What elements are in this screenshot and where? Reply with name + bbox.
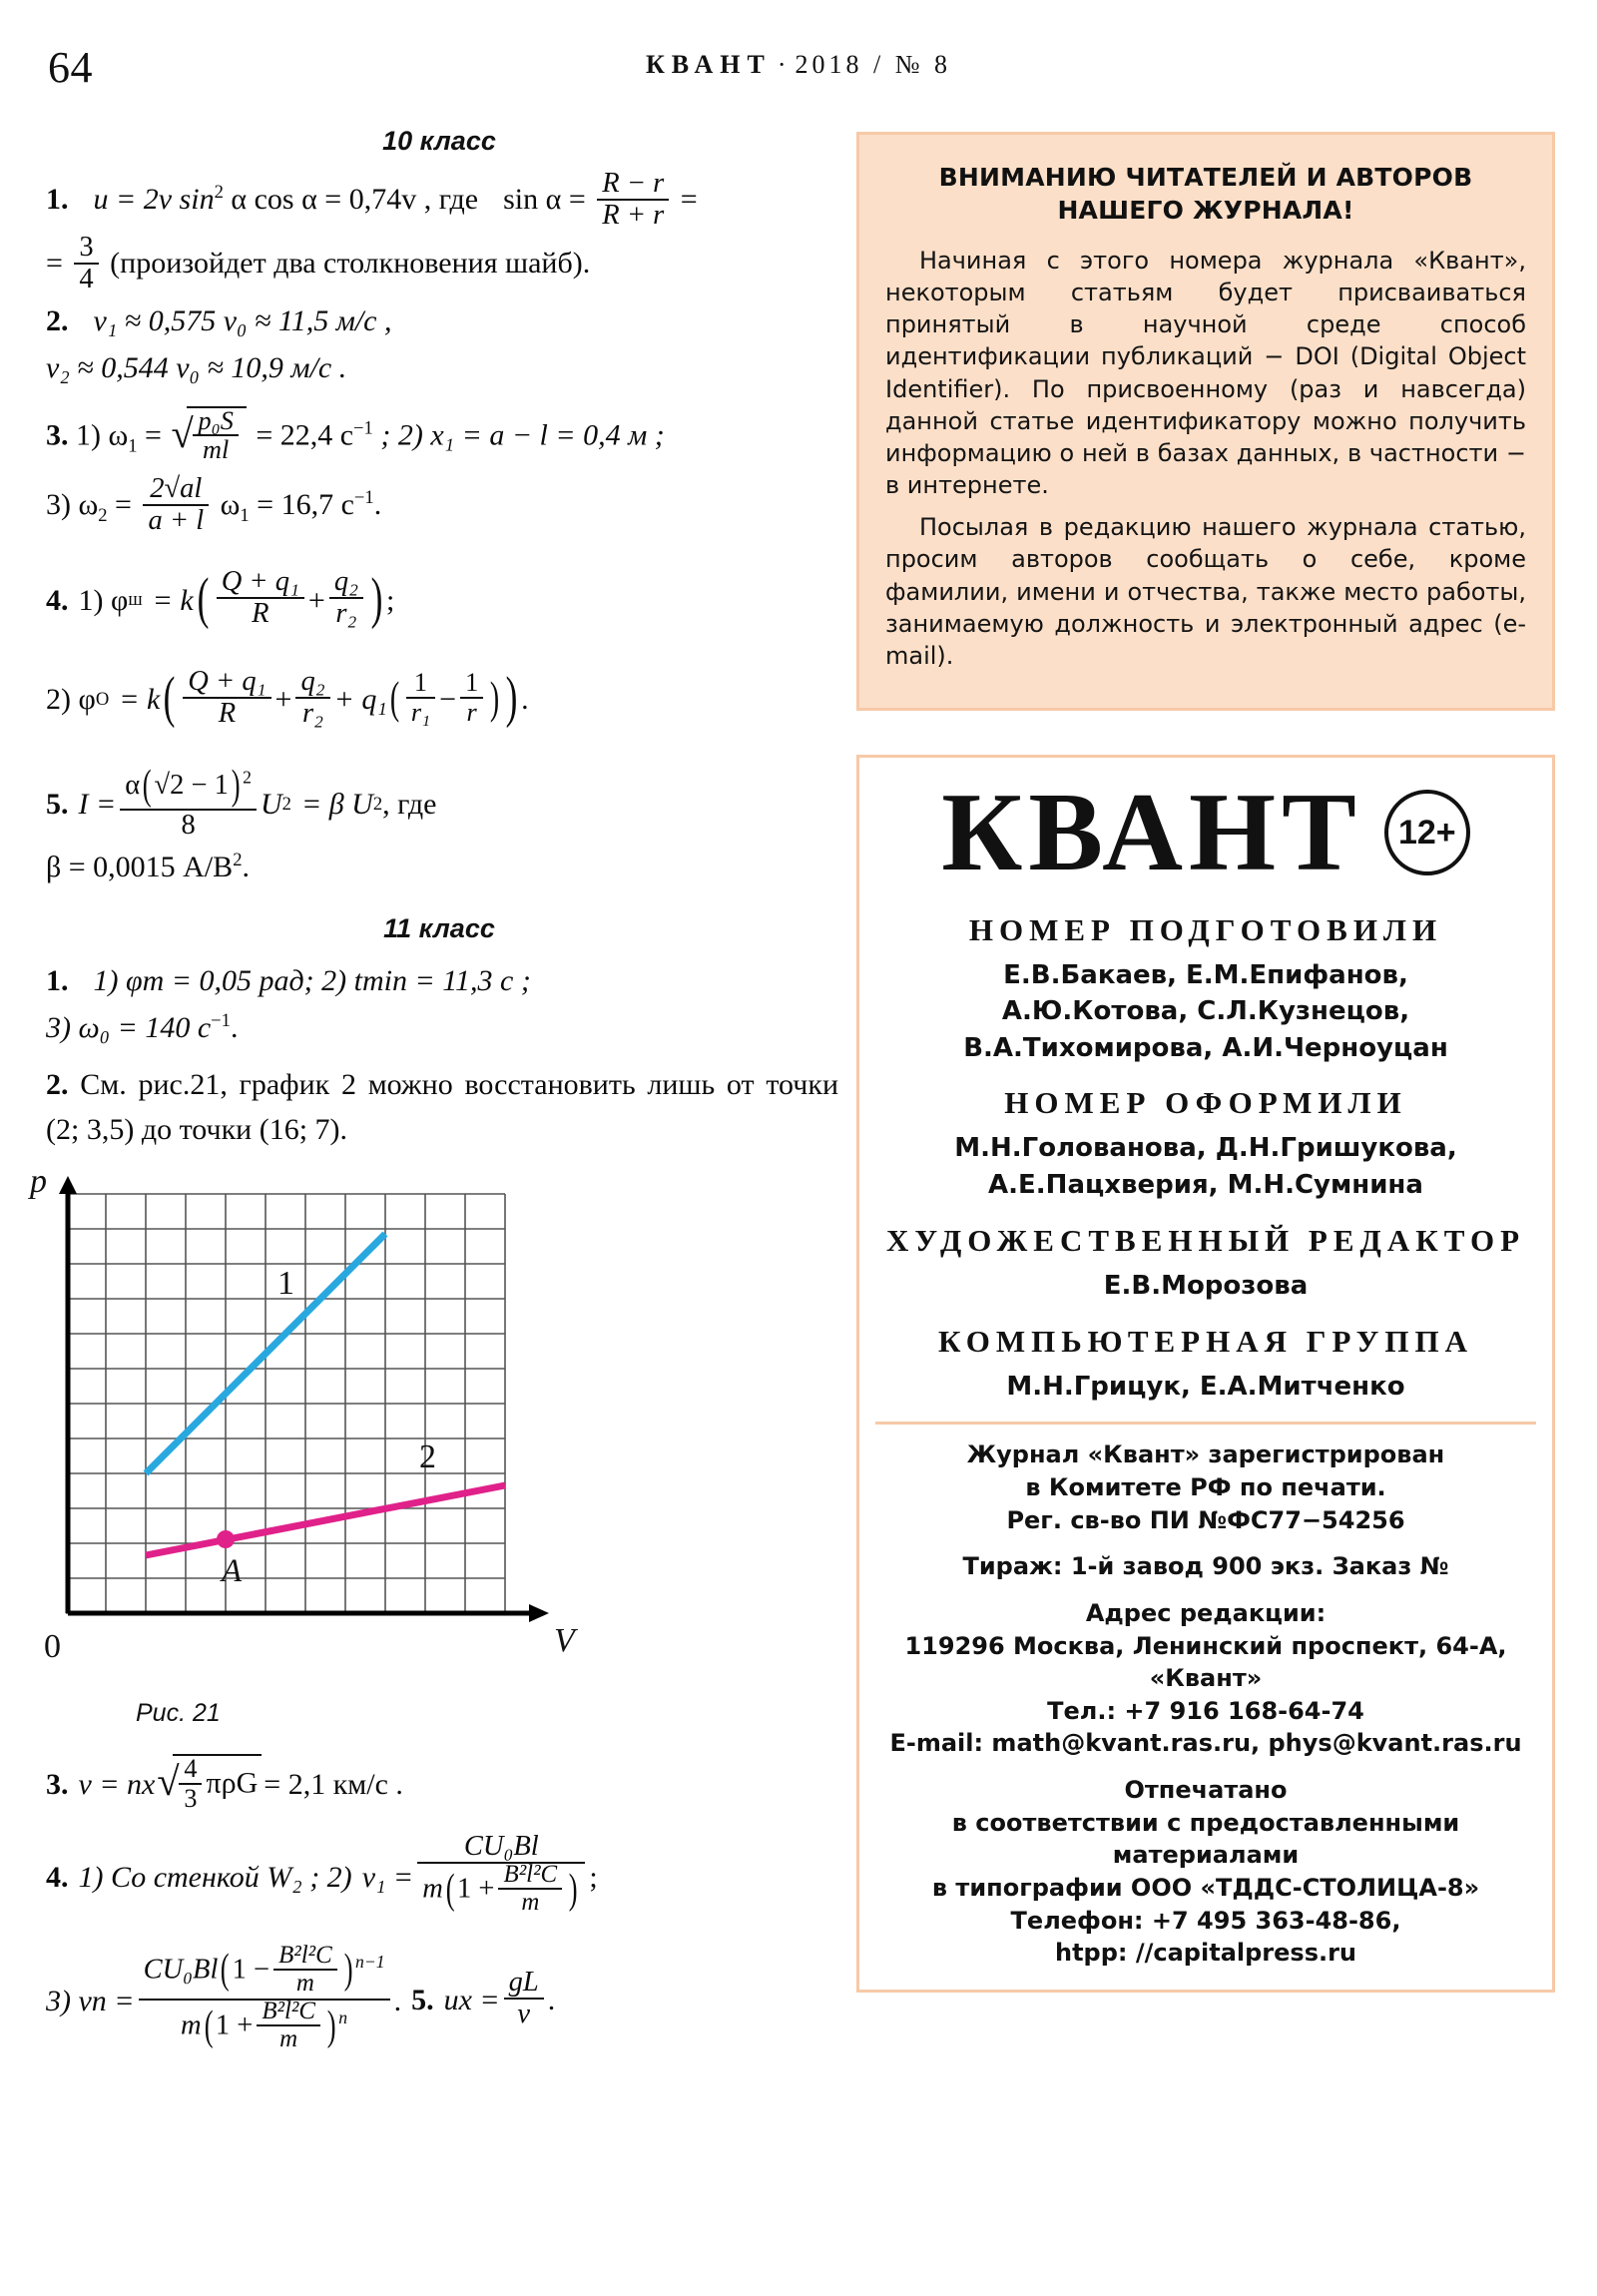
fraction-numerator: 1 — [465, 668, 479, 698]
answer-item-10-3-part3 — [40, 472, 838, 538]
paren-open: ( — [197, 566, 210, 630]
imprint-url-line[interactable]: htpp: //capitalpress.ru — [1054, 1939, 1357, 1968]
paren-close: ) — [505, 666, 518, 730]
running-head — [0, 50, 1597, 80]
credits-heading-designed: НОМЕР ОФОРМИЛИ — [1004, 1085, 1407, 1121]
answer-item-10-4 — [40, 558, 394, 644]
fraction-denominator: 4 — [74, 263, 98, 294]
fraction-denominator — [139, 1999, 390, 2054]
U-symbol: U — [260, 788, 282, 822]
answer-item-10-1 — [40, 168, 838, 233]
exponent-2: 2 — [281, 794, 291, 816]
imprint-line: «Квант» — [1149, 1664, 1263, 1693]
answer-item-10-4-part2 — [40, 657, 529, 743]
fraction-q2-over-r2 — [329, 567, 363, 629]
subscript-1: 1 — [240, 504, 250, 526]
imprint-address — [875, 1597, 1536, 1760]
fraction-alpha-sqrt2-minus-1-squared-over-8 — [120, 761, 257, 842]
fraction-denominator: 8 — [120, 809, 257, 841]
page-number: 64 — [48, 43, 93, 92]
divider — [875, 1422, 1536, 1425]
subscript-1: 1 — [128, 435, 138, 457]
period: . — [521, 683, 529, 717]
fraction-three-quarters — [74, 233, 98, 294]
imprint-registration — [875, 1438, 1536, 1536]
omega-symbol: ω — [220, 487, 241, 521]
equals-sign-2: = — [46, 246, 63, 280]
fraction-numerator: B²l²C — [503, 1861, 558, 1889]
formula-11-3-lead: v = nx — [78, 1767, 156, 1801]
period: . — [242, 851, 250, 884]
paren-close: ) — [343, 1946, 353, 1994]
fraction-Q-plus-q1-over-R — [217, 567, 304, 629]
fraction-1-over-r — [460, 669, 483, 726]
answer-item-10-2-cont — [40, 345, 838, 390]
formula-10-2-line2: v₂ ≈ 0,544 v₀ ≈ 10,9 м/с . — [46, 350, 347, 384]
notice-title-line2: НАШЕГО ЖУРНАЛА! — [1057, 196, 1354, 225]
figure-caption: Рис. 21 — [136, 1699, 221, 1728]
fraction-denominator: v — [504, 1998, 544, 2029]
paren-open: ( — [221, 1946, 230, 1994]
point-A-label: A — [222, 1553, 243, 1590]
imprint-line: Телефон: +7 495 363-48-86, — [1010, 1906, 1401, 1935]
fraction-numerator: gL — [508, 1966, 539, 1998]
formula-10-5-lead: I = — [78, 788, 117, 822]
fraction-denominator: R — [217, 597, 304, 629]
paren-open: ( — [142, 761, 152, 809]
grade-11-heading: 11 класс — [383, 913, 495, 944]
formula-10-1a: u = 2v sin — [93, 182, 215, 216]
notice-title-line1: ВНИМАНИЮ ЧИТАТЕЛЕЙ И АВТОРОВ — [938, 163, 1473, 192]
formula-10-3-p3-value: = 16,7 с — [257, 487, 354, 521]
fraction-numerator: CU₀Bl — [463, 1831, 539, 1863]
formula-11-1-line2: 3) ω₀ = 140 с — [46, 1011, 212, 1045]
fraction-vn-expression — [139, 1941, 390, 2055]
equals-sign: = — [680, 182, 698, 216]
answer-item-11-2 — [40, 1062, 838, 1152]
exponent-2: 2 — [233, 850, 243, 871]
fraction-denominator: r₁ — [406, 697, 435, 727]
y-axis-label: p — [30, 1163, 47, 1201]
fraction-numerator: q₂ — [333, 566, 359, 598]
fraction-denominator — [417, 1862, 585, 1918]
fraction-numerator: Q + q₁ — [188, 665, 266, 697]
exponent-minus-1: −1 — [353, 417, 373, 439]
period: . — [547, 1984, 556, 2017]
item-number: 2. — [46, 303, 69, 337]
exponent-2: 2 — [243, 767, 252, 788]
imprint-line: в типографии ООО «ТДДС-СТОЛИЦА-8» — [931, 1873, 1480, 1902]
imprint-line: 119296 Москва, Ленинский проспект, 64-А, — [904, 1631, 1507, 1660]
sqrt-2: √2 — [154, 769, 185, 801]
formula-11-3-value: = 2,1 км/с . — [264, 1767, 403, 1801]
fraction-2sqrt-al-over-a-plus-l — [143, 474, 209, 536]
fraction-R-minus-r — [597, 169, 669, 231]
equals-k: = k — [152, 583, 194, 617]
minus-sign: − — [439, 683, 457, 717]
square-root-4-3-pi-rho-G — [157, 1754, 262, 1814]
item-number: 1. — [46, 182, 69, 216]
imprint-line: Тираж: 1-й завод 900 экз. Заказ № — [962, 1552, 1449, 1581]
plus-sign: + — [274, 683, 292, 717]
formula-10-1-where: , где — [423, 182, 479, 216]
m-symbol: m — [181, 2009, 202, 2041]
fraction-Q-plus-q1-over-R — [183, 667, 270, 729]
formula-10-3-part2: ; 2) x₁ = a − l = 0,4 м ; — [380, 418, 665, 452]
formula-10-4-lead: 1) φ — [78, 583, 129, 617]
minus-one: − 1 — [191, 769, 229, 801]
imprint-line: в соответствии с предоставленными — [951, 1808, 1460, 1837]
subscript-sh: ш — [128, 589, 143, 611]
semicolon: ; — [589, 1860, 598, 1894]
paren-open: ( — [204, 2002, 214, 2049]
answer-item-11-4-part3 — [40, 1941, 402, 2057]
fraction-denominator: r₂ — [329, 597, 363, 629]
journal-name: КВАНТ — [645, 50, 772, 79]
item-number: 2. — [46, 1068, 69, 1102]
notice-paragraph-1: Начиная с этого номера журнала «Квант», некоторым статьям будет присваиваться принятый в научной среде способ идентификации публикаций − DOI (Digital Object Identifier). По присвоенному (раз и навсегда) данной статье идентификатору можно получить информацию о ней в базах данных, в частности − в интернете. — [885, 247, 1526, 500]
equals-k: = k — [119, 683, 161, 717]
fraction-numerator — [120, 761, 257, 810]
credits-name-line: Е.В.Бакаев, Е.М.Епифанов, — [1003, 959, 1408, 990]
exponent-minus-1: −1 — [353, 486, 374, 508]
credits-heading-prepared: НОМЕР ПОДГОТОВИЛИ — [968, 911, 1443, 947]
notice-title — [885, 161, 1526, 227]
credits-heading-art-editor: ХУДОЖЕСТВЕННЫЙ РЕДАКТОР — [885, 1222, 1526, 1258]
beta-value: β = 0,0015 А/В — [46, 851, 234, 884]
imprint-line: Тел.: +7 916 168-64-74 — [1047, 1696, 1364, 1725]
credits-name-line: А.Е.Пацхверия, М.Н.Сумнина — [988, 1170, 1423, 1201]
formula-10-3-p3-lead: 3) ω — [46, 487, 99, 521]
fraction-denominator: ml — [193, 434, 238, 464]
subscript-2: 2 — [98, 504, 108, 526]
item-number: 1. — [46, 964, 69, 998]
fraction-denominator: R — [183, 697, 270, 729]
exponent-n-minus-1: n−1 — [355, 1951, 385, 1972]
answer-item-10-1-cont — [40, 231, 838, 296]
fraction-denominator: r₂ — [295, 697, 329, 729]
fraction-numerator: R − r — [602, 168, 665, 199]
grade-10-heading: 10 класс — [382, 126, 496, 156]
fraction-numerator: 3 — [79, 231, 94, 263]
fraction-numerator: Q + q₁ — [221, 566, 299, 598]
credits-name-line: А.Ю.Котова, С.Л.Кузнецов, — [1001, 996, 1410, 1027]
fraction-1-over-r1 — [406, 669, 435, 726]
masthead-logo-row — [875, 771, 1536, 895]
imprint-block — [875, 1438, 1536, 1969]
item-number: 5. — [411, 1984, 434, 2017]
imprint-print-run — [875, 1550, 1536, 1583]
one-minus: 1 − — [232, 1954, 270, 1986]
period: . — [393, 1985, 402, 2018]
formula-11-2-text: См. рис.21, график 2 можно восстановить лишь от точки (2; 3,5) до точки (16; 7). — [46, 1068, 839, 1147]
curve-1-label: 1 — [277, 1265, 294, 1303]
issue-label: 2018 / № 8 — [795, 50, 952, 79]
curve-2 — [146, 1485, 505, 1555]
imprint-line: в Комитете РФ по печати. — [1025, 1473, 1386, 1501]
fraction-numerator — [139, 1941, 390, 1999]
paren-close: ) — [568, 1866, 578, 1914]
fraction-v1-expression — [417, 1832, 585, 1918]
plus-sign: + — [307, 583, 325, 617]
point-A-marker — [217, 1530, 235, 1548]
answer-item-10-5 — [40, 761, 437, 844]
formula-11-5-lead: ux = — [443, 1984, 500, 2017]
imprint-line: Адрес редакции: — [1085, 1598, 1327, 1627]
formula-10-1-tail: (произойдет два столкновения шайб). — [110, 246, 591, 280]
answer-item-11-4 — [40, 1831, 598, 1920]
paren-open: ( — [445, 1866, 455, 1914]
age-rating-badge: 12+ — [1384, 790, 1470, 875]
fraction-denominator: m — [257, 2024, 320, 2052]
origin-label: 0 — [44, 1628, 61, 1666]
credits-name-line: М.Н.Голованова, Д.Н.Гришукова, — [954, 1133, 1457, 1164]
fraction-B2l2C-over-m — [498, 1862, 562, 1916]
formula-10-1-sin: sin α = — [503, 182, 586, 216]
answer-item-10-2 — [40, 298, 838, 343]
fraction-q2-over-r2 — [295, 667, 329, 729]
fraction-numerator: B²l²C — [278, 1941, 332, 1969]
period: . — [373, 487, 382, 521]
square-root-p0S-ml — [171, 406, 246, 466]
answer-item-10-3 — [40, 406, 838, 466]
imprint-line: материалами — [1112, 1841, 1300, 1870]
masthead-box — [856, 755, 1555, 1993]
credits-name-line: В.А.Тихомирова, А.И.Черноуцан — [963, 1032, 1448, 1063]
fraction-denominator: r — [460, 697, 483, 727]
fraction-numerator: 2√al — [150, 472, 203, 504]
formula-10-3-lead: 1) ω — [76, 418, 129, 452]
item-number: 4. — [46, 583, 69, 617]
fraction-denominator: m — [273, 1969, 337, 1997]
answer-item-10-5-cont — [40, 845, 838, 889]
formula-11-1-line1: 1) φm = 0,05 рад; 2) tmin = 11,3 с ; — [93, 964, 531, 998]
equals-sign: = — [115, 487, 132, 521]
imprint-line: Журнал «Квант» зарегистрирован — [966, 1440, 1445, 1469]
formula-11-4-p2-lead: v₁ = — [361, 1860, 414, 1894]
fraction-gL-over-v — [504, 1968, 544, 2029]
fraction-numerator: q₂ — [300, 665, 325, 697]
credits-name-line: Е.В.Морозова — [1103, 1271, 1309, 1302]
imprint-line: Отпечатано — [1124, 1776, 1288, 1804]
equals-beta-U: = β U — [300, 788, 373, 822]
answer-item-11-5 — [405, 1966, 556, 2031]
fraction-numerator: √ 4 — [184, 1754, 198, 1784]
fraction-B2l2C-over-m — [257, 1999, 320, 2052]
subscript-O: O — [95, 688, 110, 710]
imprint-printing-house — [875, 1774, 1536, 1970]
equals-sign: = — [145, 418, 162, 452]
semicolon: ; — [386, 583, 395, 617]
kvant-logo: КВАНТ — [941, 771, 1362, 895]
x-axis-label: V — [554, 1622, 575, 1660]
paren-close-inner: ) — [490, 673, 500, 724]
answers-column — [30, 120, 839, 2058]
where-label: , где — [382, 788, 437, 822]
one-plus: 1 + — [457, 1874, 495, 1905]
credits-name-line: М.Н.Грицук, Е.А.Митченко — [1006, 1371, 1405, 1402]
grid-lines — [66, 1194, 505, 1613]
sidebar-column — [856, 132, 1555, 1993]
formula-10-3-value: = 22,4 с — [256, 418, 354, 452]
paren-open: ( — [163, 666, 176, 730]
exponent-n: n — [338, 2008, 348, 2028]
one-plus: 1 + — [215, 2009, 254, 2041]
paren-close: ) — [326, 2002, 336, 2049]
curve-2-label: 2 — [419, 1438, 436, 1476]
pi-rho-G: πρG — [206, 1766, 259, 1800]
imprint-email-line[interactable]: E-mail: math@kvant.ras.ru, phys@kvant.ras.ru — [889, 1729, 1522, 1758]
notice-paragraph-2: Посылая в редакцию нашего журнала статью, просим авторов сообщать о себе, кроме фамилии, имени и отчества, также место работы, занимаемую должность и электронный адрес (e-mail). — [885, 513, 1526, 670]
fraction-p0S-over-ml — [193, 407, 238, 464]
answer-item-11-3 — [40, 1754, 403, 1814]
answer-item-11-1-cont — [40, 1005, 838, 1050]
fraction-numerator: √ p₀S — [198, 405, 234, 435]
paren-open-inner: ( — [389, 673, 399, 724]
item-number: 3. — [46, 1767, 69, 1801]
item-number: 4. — [46, 1860, 69, 1894]
CU0Bl: CU₀Bl — [143, 1954, 219, 1986]
imprint-line: Рег. св-во ПИ №ФС77−54256 — [1006, 1505, 1405, 1534]
exponent-minus-1: −1 — [211, 1010, 231, 1032]
item-number: 3. — [46, 418, 69, 452]
paren-close: ) — [370, 566, 383, 630]
fraction-denominator: 3 — [179, 1783, 202, 1813]
figure-21 — [30, 1163, 705, 1693]
paren-close: ) — [231, 761, 241, 809]
formula-10-1b: α cos α = 0,74v — [231, 182, 417, 216]
formula-10-4-p2-lead: 2) φ — [46, 683, 96, 717]
running-head-separator: · — [777, 50, 790, 79]
answer-item-11-1 — [40, 958, 838, 1003]
plus-q1: + q₁ — [333, 683, 387, 717]
fraction-denominator: a + l — [143, 504, 209, 536]
m-symbol: m — [422, 1874, 443, 1905]
fraction-denominator: m — [498, 1888, 562, 1916]
alpha-symbol: α — [125, 769, 141, 801]
notice-box — [856, 132, 1555, 711]
fraction-numerator: 1 — [413, 668, 428, 698]
formula-11-4-part1: 1) Со стенкой W₂ ; 2) — [78, 1860, 352, 1894]
fraction-4-over-3 — [179, 1755, 202, 1812]
period: . — [230, 1011, 239, 1045]
fraction-numerator: B²l²C — [262, 1997, 315, 2024]
pv-diagram-svg — [30, 1163, 705, 1693]
exponent-2: 2 — [372, 794, 383, 816]
fraction-B2l2C-over-m — [273, 1943, 337, 1997]
y-axis-arrow — [59, 1176, 77, 1194]
x-axis-arrow — [529, 1604, 549, 1622]
fraction-denominator: R + r — [597, 199, 669, 231]
formula-11-4-p3-lead: 3) vn = — [46, 1985, 135, 2018]
credits-heading-computer-group: КОМПЬЮТЕРНАЯ ГРУППА — [938, 1323, 1473, 1359]
formula-10-2-line1: v₁ ≈ 0,575 v₀ ≈ 11,5 м/с , — [93, 303, 392, 337]
item-number: 5. — [46, 788, 69, 822]
exponent-2: 2 — [214, 181, 224, 203]
